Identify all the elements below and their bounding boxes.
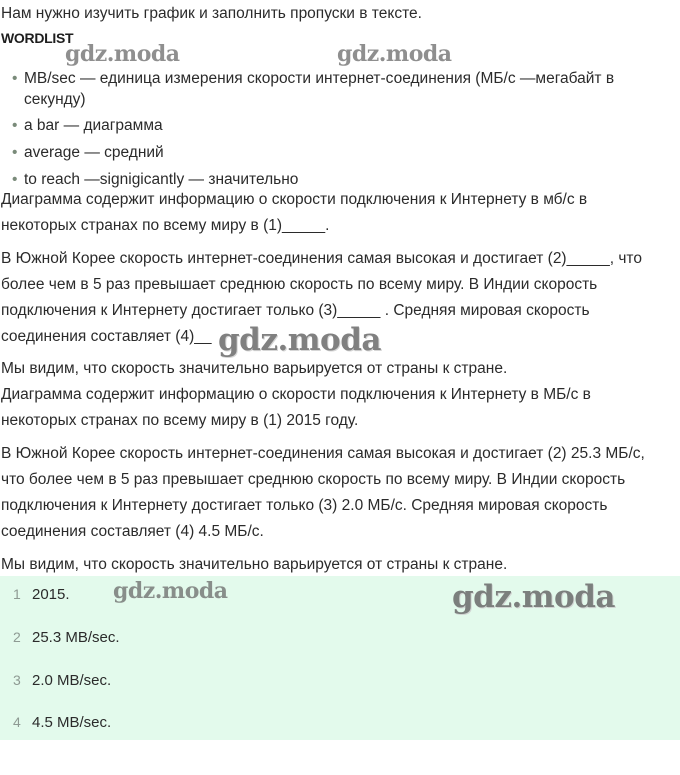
bullet-icon: • [12,144,18,161]
watermark: gdz.moda [113,578,228,604]
watermark: gdz.moda [452,579,615,615]
answer-value: 25.3 MB/sec. [32,629,120,646]
task-paragraph-line: Мы видим, что скорость значительно варьируется от страны к стране. [1,360,508,377]
answer-value: 2015. [32,586,70,603]
task-paragraph-line: Диаграмма содержит информацию о скорости подключения к Интернету в мб/с в [1,191,588,208]
wordlist-title: WORDLIST [1,30,74,46]
answer-paragraph-line: В Южной Корее скорость интернет-соединения самая высокая и достигает (2) 25.3 МБ/с, [1,445,645,462]
answer-paragraph-line: подключения к Интернету достигает только (3) 2.0 МБ/с. Средняя мировая скорость [1,497,608,514]
task-paragraph-line: В Южной Корее скорость интернет-соединения самая высокая и достигает (2)_____, что [1,250,642,267]
task-paragraph-line: подключения к Интернету достигает только (3)_____ . Средняя мировая скорость [1,302,590,319]
watermark: gdz.moda [337,41,452,67]
answer-number: 1 [13,586,21,602]
answer-item [0,704,680,744]
task-paragraph-line: некоторых странах по всему миру в (1)_____. [1,217,330,234]
answer-paragraph-line: что более чем в 5 раз превышает среднюю скорость по всему миру. В Индии скорость [1,471,626,488]
watermark: gdz.moda [65,41,180,67]
answer-paragraph-line: соединения составляет (4) 4.5 МБ/с. [1,523,264,540]
bullet-icon: • [12,171,18,188]
answer-item [0,662,680,702]
task-paragraph-line: соединения составляет (4)__ [1,328,212,345]
answer-value: 2.0 MB/sec. [32,672,112,689]
answer-number: 2 [13,629,21,645]
answer-item [0,619,680,659]
task-paragraph-line: более чем в 5 раз превышает среднюю скорость по всему миру. В Индии скорость [1,276,598,293]
answer-paragraph-line: Мы видим, что скорость значительно варьируется от страны к стране. [1,556,508,573]
bullet-icon: • [12,70,18,87]
bullet-icon: • [12,117,18,134]
answer-number: 3 [13,672,21,688]
answer-value: 4.5 MB/sec. [32,714,112,731]
watermark: gdz.moda [218,322,381,358]
answer-number: 4 [13,714,21,730]
answer-paragraph-line: Диаграмма содержит информацию о скорости подключения к Интернету в МБ/с в [1,386,591,403]
intro-text: Нам нужно изучить график и заполнить пропуски в тексте. [1,5,422,22]
answer-paragraph-line: некоторых странах по всему миру в (1) 2015 году. [1,412,359,429]
